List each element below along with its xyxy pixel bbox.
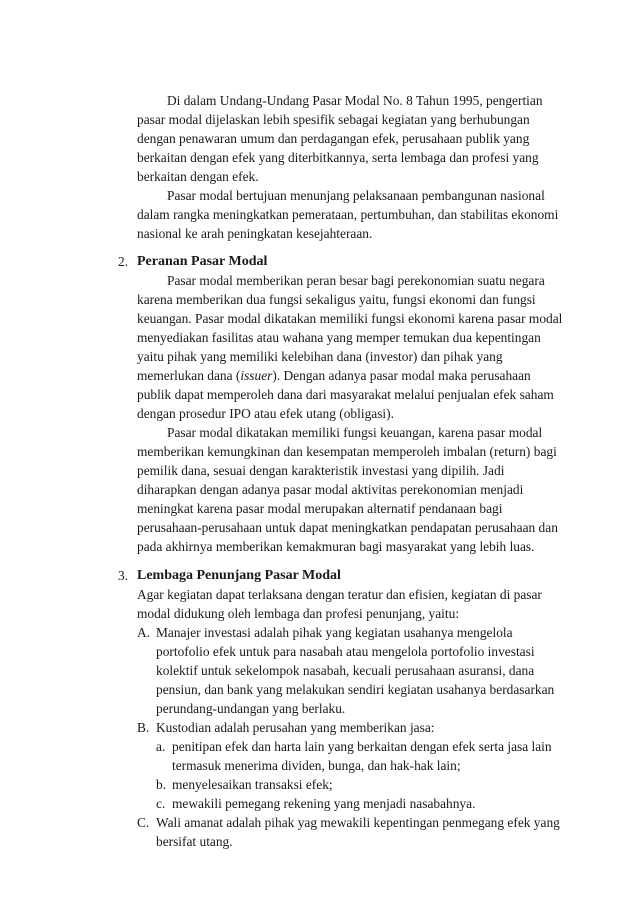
s2-p1-line-1: Pasar modal memberikan peran besar bagi perekonomian suatu negara [167,273,545,288]
s2-p2-line-1: Pasar modal dikatakan memiliki fungsi keuangan, karena pasar modal [167,425,543,440]
section-2-title: Peranan Pasar Modal [137,254,268,269]
item-b-c-line: mewakili pemegang rekening yang menjadi nasabahnya. [172,796,476,811]
s2-p2-line-3: pemilik dana, sesuai dengan karakteristik investasi yang dipilih. Jadi [137,463,505,478]
s2-p2-line-4: diharapkan dengan adanya pasar modal aktivitas perekonomian menjadi [137,482,524,497]
item-a-line-2: portofolio efek untuk para nasabah atau mengelola portofolio investasi [156,644,535,659]
section-2-number: 2. [118,254,129,269]
intro-p2-line-2: dalam rangka meningkatkan pemerataan, pertumbuhan, dan stabilitas ekonomi [137,207,559,222]
item-b-b-marker: b. [156,777,167,792]
item-b-a-marker: a. [156,739,166,754]
s2-p1-line-8: dengan prosedur IPO atau efek utang (obligasi). [137,406,394,421]
intro-p1-line-2: pasar modal dijelaskan lebih spesifik sebagai kegiatan yang berhubungan [137,112,530,127]
s2-p1-line-2: karena memberikan dua fungsi sekaligus yaitu, fungsi ekonomi dan fungsi [137,292,536,307]
s2-p1-line-7: publik dapat memperoleh dana dari masyarakat melalui penjualan efek saham [137,387,554,402]
intro-p2-line-3: nasional ke arah peningkatan kesejahteraan. [137,226,373,241]
item-b-marker: B. [137,720,150,735]
item-c-line-1: Wali amanat adalah pihak yag mewakili kepentingan penmegang efek yang [156,815,560,830]
item-b-c-marker: c. [156,796,166,811]
s2-p1-line-6 [137,366,531,385]
intro-p1-line-5: berkaitan dengan efek. [137,169,259,184]
s3-intro-line-2: modal didukung oleh lembaga dan profesi penunjang, yaitu: [137,606,460,621]
intro-p1-line-4: berkaitan dengan efek yang diterbitkannya, serta lembaga dan profesi yang [137,150,539,165]
item-a-line-1: Manajer investasi adalah pihak yang kegiatan usahanya mengelola [156,625,513,640]
issuer-text-before: memerlukan dana ( [137,368,241,383]
issuer-italic-term: issuer [240,368,273,383]
s3-intro-line-1: Agar kegiatan dapat terlaksana dengan teratur dan efisien, kegiatan di pasar [137,587,542,602]
item-a-line-4: pensiun, dan bank yang melakukan sendiri kegiatan usahanya berdasarkan [156,682,555,697]
item-a-marker: A. [137,625,151,640]
item-a-line-5: perundang-undangan yang berlaku. [156,701,346,716]
s2-p2-line-5: meningkat karena pasar modal merupakan alternatif pendanaan bagi [137,501,503,516]
s2-p2-line-7: pada akhirnya memberikan kemakmuran bagi masyarakat yang lebih luas. [137,539,535,554]
item-c-line-2: bersifat utang. [156,834,233,849]
item-a-line-3: kolektif untuk sekelompok nasabah, kecuali perusahaan asuransi, dana [156,663,535,678]
s2-p1-line-5: yaitu pihak yang memiliki kelebihan dana (investor) dan pihak yang [137,349,503,364]
intro-p1-line-3: dengan penawaran umum dan perdagangan efek, perusahaan publik yang [137,131,530,146]
item-b-a-line-2: termasuk menerima dividen, bunga, dan hak-hak lain; [172,758,461,773]
intro-p2-line-1: Pasar modal bertujuan menunjang pelaksanaan pembangunan nasional [167,188,545,203]
s2-p1-line-4: menyediakan fasilitas atau wahana yang memper temukan dua kepentingan [137,330,541,345]
item-b-b-line: menyelesaikan transaksi efek; [172,777,333,792]
section-3-title: Lembaga Penunjang Pasar Modal [137,568,341,583]
item-b-line: Kustodian adalah perusahan yang memberikan jasa: [156,720,435,735]
issuer-text-after: ). Dengan adanya pasar modal maka perusahaan [272,368,531,383]
section-3-number: 3. [118,568,129,583]
s2-p2-line-6: perusahaan-perusahaan untuk dapat meningkatkan pendapatan perusahaan dan [137,520,558,535]
item-c-marker: C. [137,815,150,830]
s2-p1-line-3: keuangan. Pasar modal dikatakan memiliki fungsi ekonomi karena pasar modal [137,311,563,326]
item-b-a-line-1: penitipan efek dan harta lain yang berkaitan dengan efek serta jasa lain [172,739,552,754]
s2-p2-line-2: memberikan kemungkinan dan kesempatan memperoleh imbalan (return) bagi [137,444,557,459]
intro-p1-line-1: Di dalam Undang-Undang Pasar Modal No. 8 Tahun 1995, pengertian [167,93,543,108]
